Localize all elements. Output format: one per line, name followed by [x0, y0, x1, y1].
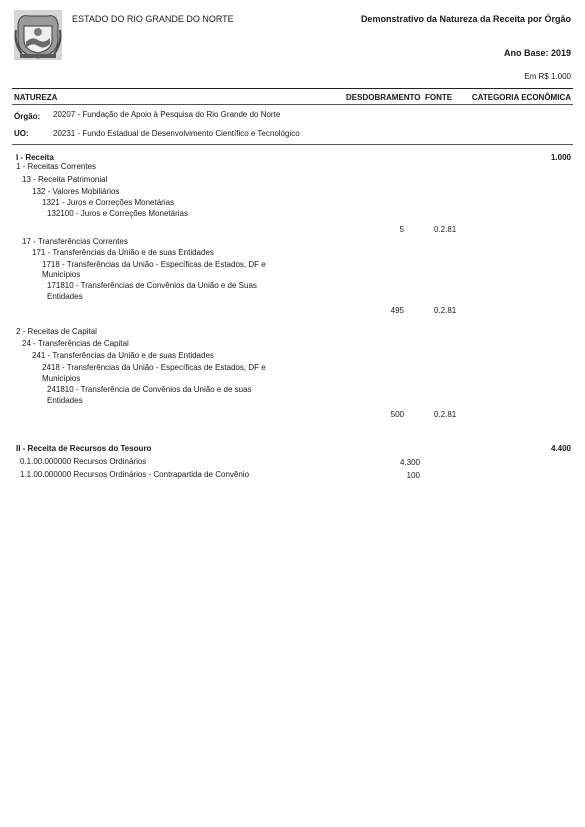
tesouro-total: 4.400 — [550, 444, 571, 453]
receita-line: Municípios — [42, 270, 81, 279]
receita-line: 1321 - Juros e Correções Monetárias — [42, 198, 175, 207]
receita-line: 17 - Transferências Correntes — [22, 237, 128, 246]
uo-value: 20231 - Fundo Estadual de Desenvolvimento Científico e Tecnológico — [53, 129, 300, 138]
tesouro-title: II - Receita de Recursos do Tesouro — [16, 444, 152, 453]
receita-line: 171 - Transferências da União e de suas Entidades — [32, 248, 214, 257]
receita-line: 1 - Receitas Correntes — [16, 162, 97, 171]
header-bottom-rule — [12, 104, 573, 105]
desdobramento-value: 5 — [399, 225, 404, 234]
fonte-value: 0.2.81 — [434, 410, 457, 419]
receita-line: 2418 - Transferências da União - Específicas de Estados, DF e — [42, 363, 266, 372]
receita-line: 241 - Transferências da União e de suas Entidades — [32, 351, 214, 360]
tesouro-row-value: 4.300 — [399, 458, 420, 467]
tesouro-row-label: 1.1.00.000000 Recursos Ordinários - Contrapartida de Convênio — [20, 470, 250, 479]
receita-line: Entidades — [47, 396, 83, 405]
uo-label: UO: — [14, 129, 29, 138]
fonte-value: 0.2.81 — [434, 306, 457, 315]
desdobramento-value: 495 — [390, 306, 404, 315]
receita-line: 171810 - Transferências de Convênios da União e de Suas — [47, 281, 257, 290]
receita-line: Municípios — [42, 374, 81, 383]
receita-line: 1718 - Transferências da União - Específicas de Estados, DF e — [42, 260, 266, 269]
receita-line: Entidades — [47, 292, 83, 301]
header-top-rule — [12, 88, 573, 89]
receita-line: 132100 - Juros e Correções Monetárias — [47, 209, 188, 218]
receita-line: 2 - Receitas de Capital — [16, 327, 97, 336]
col-natureza: NATUREZA — [14, 93, 58, 102]
report-title: Demonstrativo da Natureza da Receita por Órgão — [360, 14, 571, 24]
receita-line: 13 - Receita Patrimonial — [22, 175, 108, 184]
receita-line: 24 - Transferências de Capital — [22, 339, 129, 348]
fonte-value: 0.2.81 — [434, 225, 457, 234]
receita-line: 241810 - Transferência de Convênios da União e de suas — [47, 385, 252, 394]
uo-bottom-rule — [12, 144, 573, 145]
col-fonte: FONTE — [425, 93, 453, 102]
orgao-value: 20207 - Fundação de Apoio à Pesquisa do Rio Grande do Norte — [53, 110, 281, 119]
state-crest-icon — [14, 10, 62, 60]
tesouro-row-label: 0.1.00.000000 Recursos Ordinários — [20, 457, 147, 466]
receita-line: 132 - Valores Mobiliários — [32, 187, 120, 196]
col-categoria: CATEGORIA ECONÔMICA — [471, 93, 571, 102]
orgao-label: Órgão: — [14, 112, 41, 121]
base-year: Ano Base: 2019 — [503, 48, 571, 58]
tesouro-row-value: 100 — [406, 471, 420, 480]
state-name: ESTADO DO RIO GRANDE DO NORTE — [72, 14, 234, 24]
currency-unit: Em R$ 1.000 — [524, 72, 571, 81]
desdobramento-value: 500 — [390, 410, 404, 419]
receita-total: 1.000 — [550, 153, 571, 162]
col-desdobramento: DESDOBRAMENTO — [346, 93, 421, 102]
receita-title: I - Receita — [16, 153, 54, 162]
